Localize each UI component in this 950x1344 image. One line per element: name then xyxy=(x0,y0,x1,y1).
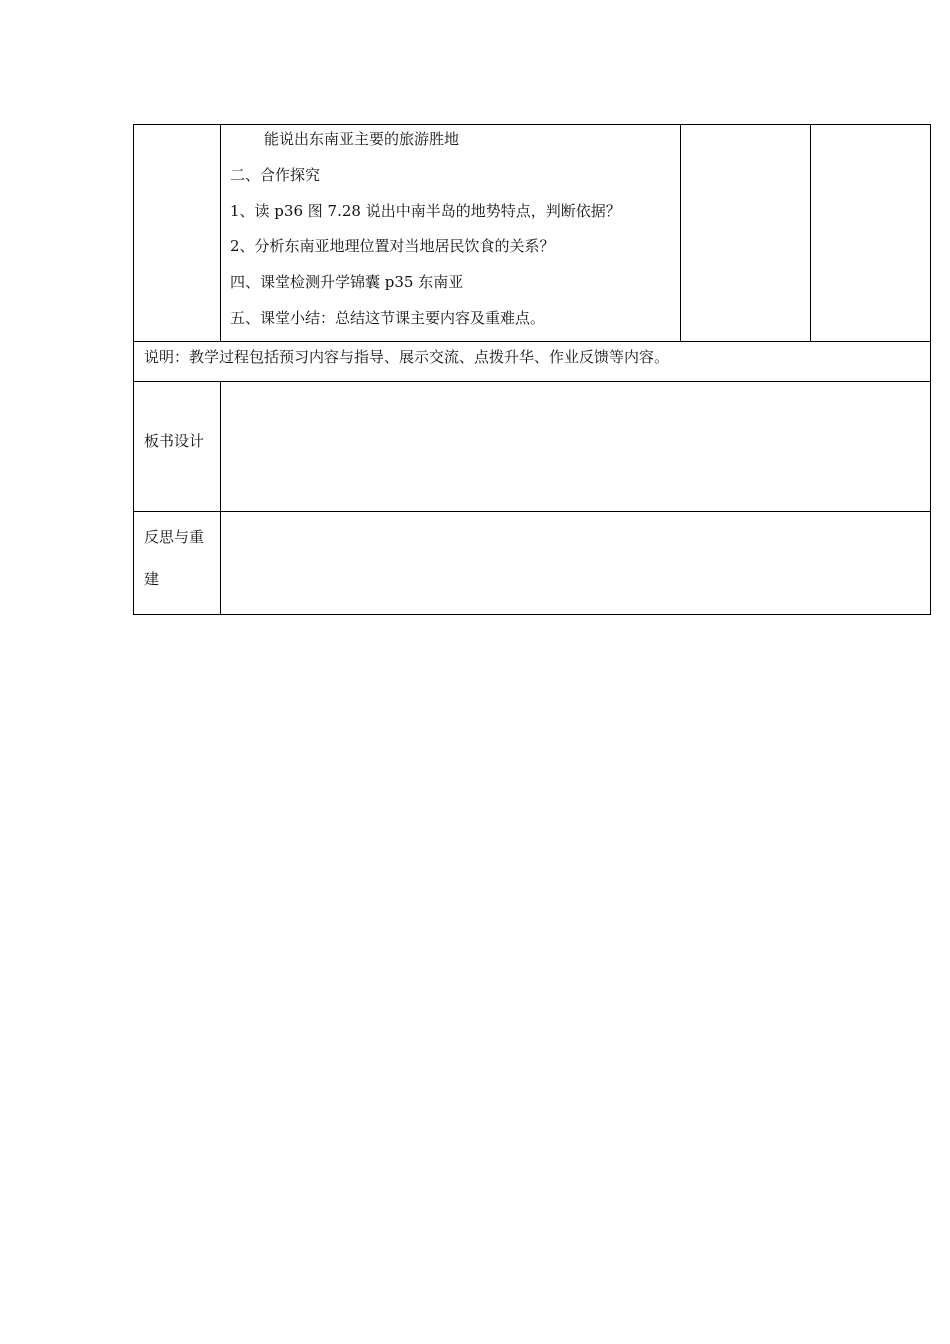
col-divider-1 xyxy=(220,125,221,341)
process-line-1: 能说出东南亚主要的旅游胜地 xyxy=(264,130,460,148)
col-divider-lower xyxy=(220,381,221,614)
process-line-4: 2、分析东南亚地理位置对当地居民饮食的关系？ xyxy=(230,237,555,255)
process-line-2: 二、合作探究 xyxy=(230,166,321,184)
reflection-label-line2: 建 xyxy=(144,570,160,588)
note-text: 说明：教学过程包括预习内容与指导、展示交流、点拨升华、作业反馈等内容。 xyxy=(144,348,670,366)
row-divider-1 xyxy=(134,341,930,342)
col-divider-2 xyxy=(680,125,681,341)
process-line-3: 1、读 p36 图 7.28 说出中南半岛的地势特点，判断依据？ xyxy=(230,202,621,220)
board-design-label: 板书设计 xyxy=(144,432,205,450)
process-line-5: 四、课堂检测升学锦囊 p35 东南亚 xyxy=(230,273,464,291)
row-divider-3 xyxy=(134,511,930,512)
process-line-6: 五、课堂小结：总结这节课主要内容及重难点。 xyxy=(230,309,546,327)
col-divider-3 xyxy=(810,125,811,341)
row-divider-2 xyxy=(134,381,930,382)
lesson-plan-table xyxy=(133,124,931,615)
reflection-label-line1: 反思与重 xyxy=(144,528,205,546)
